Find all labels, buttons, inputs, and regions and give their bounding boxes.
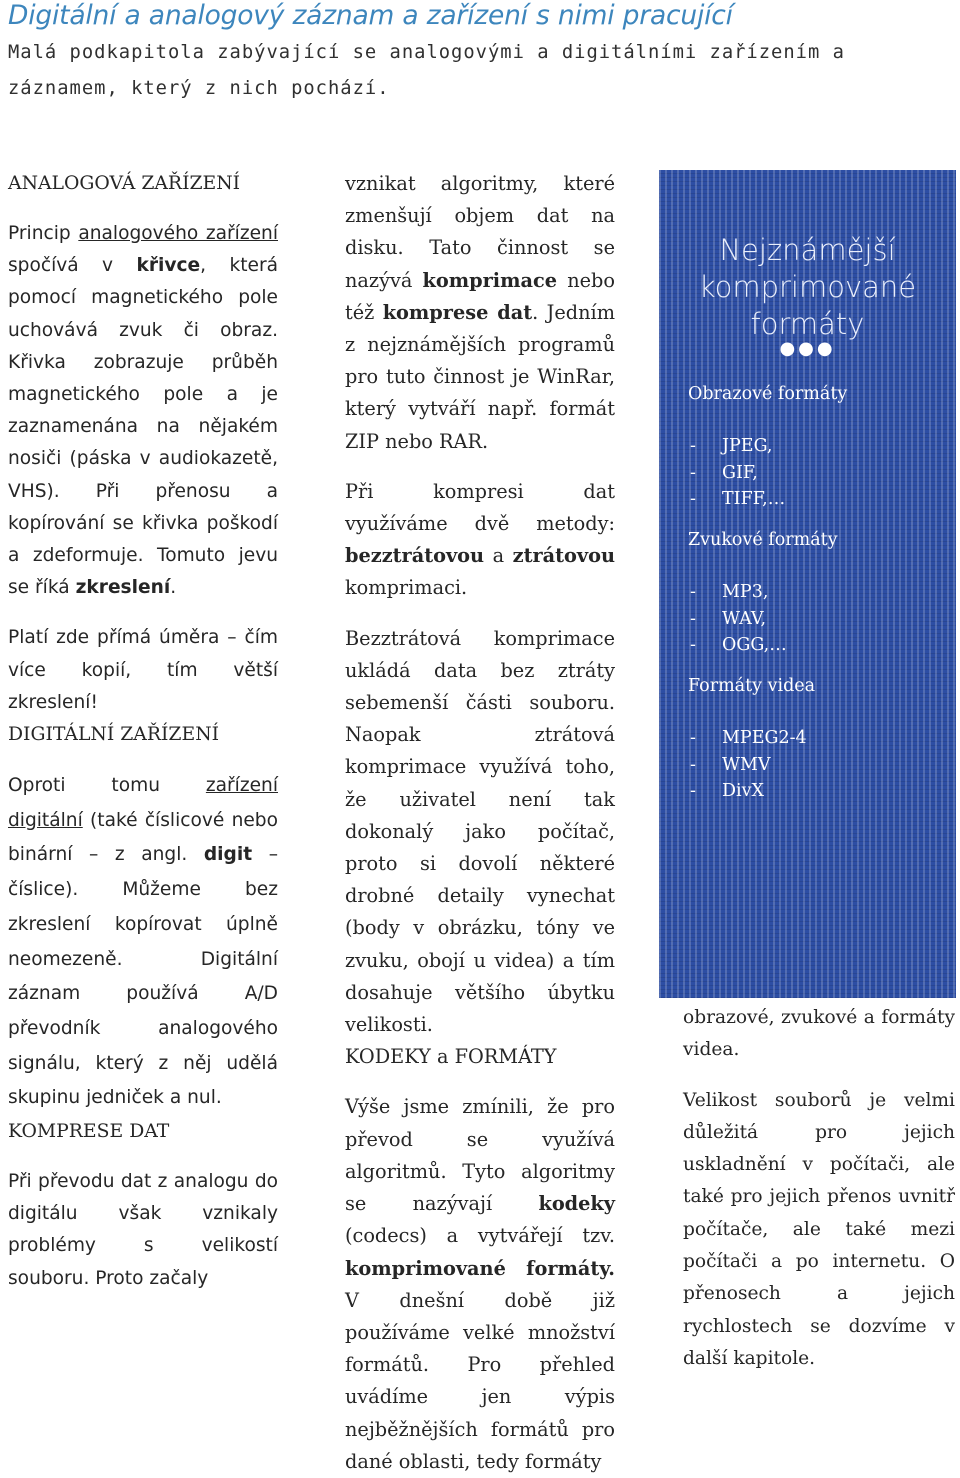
ellipsis-dots-icon: ●●● — [779, 338, 836, 359]
paragraph-codecs — [345, 1091, 615, 1477]
list-item: - OGG,… — [722, 632, 787, 659]
bold-term: digit — [203, 844, 253, 866]
text: Výše jsme zmínili, že pro převod se využívá algoritmů. Tyto algoritmy se nazývají — [345, 1095, 615, 1216]
text: komprimaci. — [345, 576, 468, 600]
bold-term: křivce — [136, 255, 201, 277]
paragraph-lossless-lossy: Bezztrátová komprimace ukládá data bez ztráty sebemenší části souboru. Naopak ztrátová komprimace využívá toho, že uživatel není tak dokonalý jako počítač, proto si dovolí některé drobné detaily vynechat (body v obrázku, tóny ve zvuku, obojí u videa) a tím dosahuje většího úbytku velikosti. — [345, 626, 615, 1037]
text: . Jedním z nejznámějších programů pro tuto činnost je WinRar, který vytváří např. formát ZIP nebo RAR. — [345, 300, 616, 453]
page-subtitle: Malá podkapitola zabývající se analogovými a digitálními zařízením a záznamem, který z nich pochází. — [8, 42, 845, 99]
list-item: - TIFF,… — [722, 486, 785, 513]
heading-compression: KOMPRESE DAT — [8, 1121, 170, 1143]
bold-term: ztrátovou — [512, 544, 615, 568]
panel-title-line: Nejznámější — [719, 233, 896, 267]
panel-title-line: formáty — [750, 307, 865, 341]
paragraph-digital — [8, 769, 278, 1116]
list-item: - GIF, — [722, 460, 785, 487]
text: spočívá v — [8, 255, 137, 277]
text: Oproti tomu — [8, 775, 206, 797]
category-video-formats: Formáty videa — [688, 676, 816, 696]
text: a — [484, 544, 513, 568]
page-title: Digitální a analogový záznam a zařízení s nimi pracující — [8, 0, 733, 31]
paragraph-proportion: Platí zde přímá úměra – čím více kopií, tím větší zkreslení! — [8, 627, 278, 713]
underlined-term: analogového zařízení — [78, 223, 278, 244]
list-video-formats — [722, 725, 807, 805]
list-image-formats — [722, 433, 785, 513]
bold-term: zkreslení — [75, 577, 171, 599]
list-item: - MP3, — [722, 579, 787, 606]
bold-term: komprese dat — [382, 300, 533, 324]
heading-digital: DIGITÁLNÍ ZAŘÍZENÍ — [8, 724, 220, 746]
paragraph-algorithms — [345, 168, 615, 458]
text: – číslice). Můžeme bez zkreslení kopírovat úplně neomezeně. Digitální záznam používá A/D převodník analogového signálu, který z něj udělá skupinu jedniček a nul. — [8, 844, 279, 1109]
underlined-term: zařízení digitální — [8, 775, 278, 831]
text: Při kompresi dat využíváme dvě metody: — [345, 479, 615, 536]
column-middle — [345, 168, 615, 1478]
text: nebo též — [345, 268, 615, 324]
panel-title-line: komprimované — [698, 270, 917, 304]
list-item: - WMV — [722, 752, 807, 779]
bold-term: komprimované formáty. — [345, 1256, 615, 1280]
bold-term: bezztrátovou — [345, 544, 485, 568]
list-item: - WAV, — [722, 606, 787, 633]
heading-codecs: KODEKY a FORMÁTY — [345, 1045, 557, 1069]
text: vznikat algoritmy, které zmenšují objem dat na disku. Tato činnost se nazývá — [345, 172, 615, 292]
panel-title — [659, 232, 956, 343]
formats-sidebar-panel — [659, 170, 956, 998]
paragraph-compression: Při převodu dat z analogu do digitálu však vznikaly problémy s velikostí souboru. Proto začaly — [8, 1171, 278, 1289]
bold-term: kodeky — [538, 1192, 615, 1216]
list-item: - MPEG2-4 — [722, 725, 807, 752]
column-left — [8, 168, 278, 1295]
paragraph-formats-end: obrazové, zvukové a formáty videa. — [683, 1007, 955, 1061]
paragraph-file-size: Velikost souborů je velmi důležitá pro jejich uskladnění v počítači, ale také pro jejich přenos uvnitř počítače, ale také mezi počítači a po internetu. O přenosech a jejich rychlostech se dozvíme v další kapitole. — [683, 1089, 955, 1369]
paragraph-analog — [8, 218, 278, 604]
category-image-formats: Obrazové formáty — [688, 384, 848, 404]
list-item: - JPEG, — [722, 433, 785, 460]
text: . — [170, 577, 177, 599]
list-audio-formats — [722, 579, 787, 659]
text: (také číslicové nebo binární – z angl. — [8, 809, 278, 866]
bold-term: komprimace — [422, 268, 558, 292]
list-item: - DivX — [722, 778, 807, 805]
text: V dnešní době již používáme velké množství formátů. Pro přehled uvádíme jen výpis nejběžnějších formátů pro dané oblasti, tedy formáty — [345, 1288, 615, 1473]
text: , která pomocí magnetického pole uchovává zvuk či obraz. Křivka zobrazuje průběh magnetického pole a je zaznamenána na nějakém nosiči (páska v audiokazetě, VHS). Při přenosu a kopírování se křivka poškodí a zdeformuje. Tomuto jevu se říká — [8, 255, 278, 599]
text: Princip — [8, 223, 79, 244]
category-audio-formats: Zvukové formáty — [688, 530, 838, 550]
paragraph-methods — [345, 476, 615, 605]
text: (codecs) a vytvářejí tzv. — [345, 1224, 615, 1248]
heading-analog: ANALOGOVÁ ZAŘÍZENÍ — [8, 173, 241, 194]
column-right — [683, 1002, 955, 1375]
